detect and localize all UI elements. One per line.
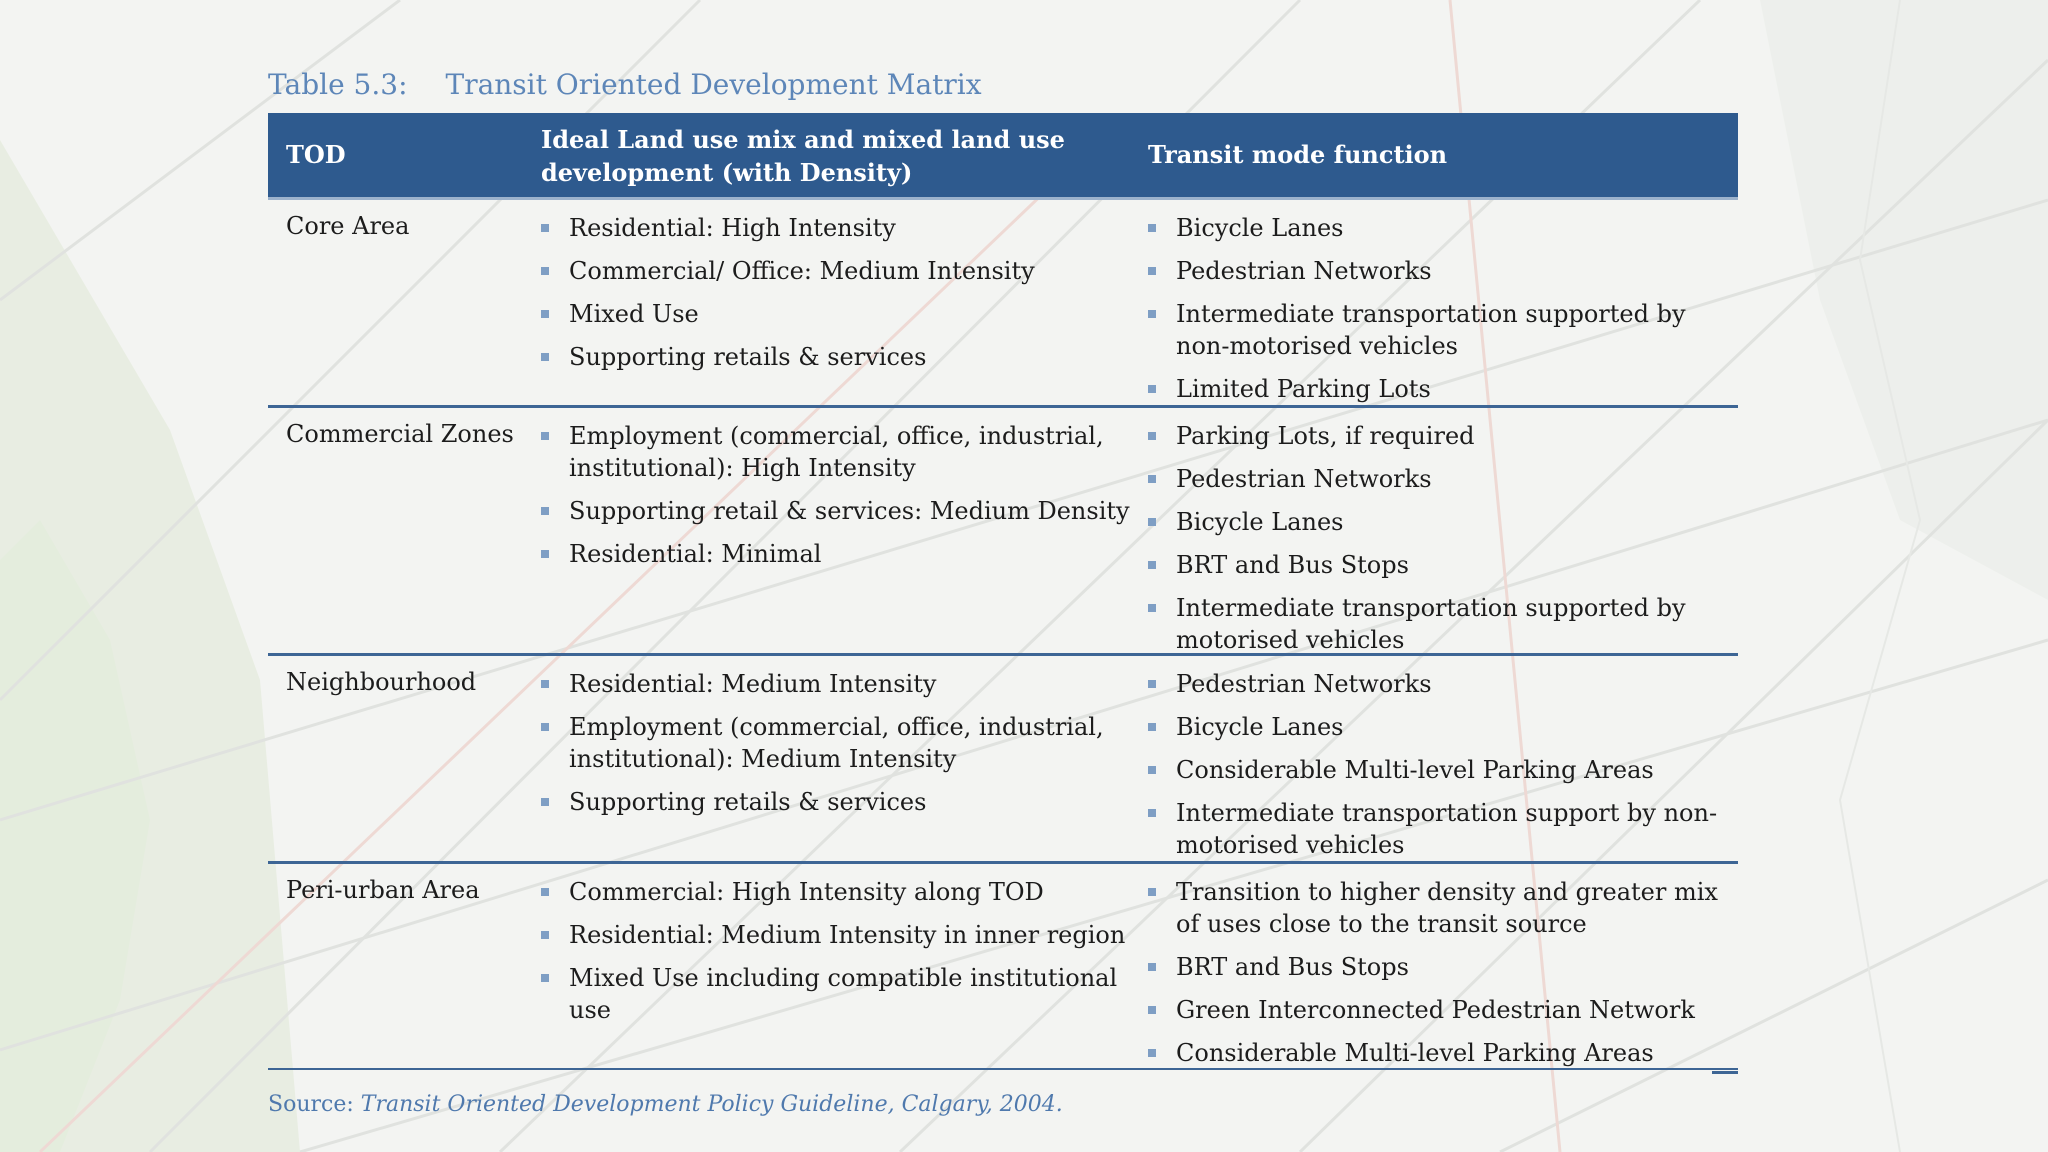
list-item: Limited Parking Lots [1148, 373, 1728, 405]
tod-matrix-table [268, 113, 1738, 1070]
list-item: Residential: Medium Intensity [541, 668, 1131, 700]
table-row [268, 656, 1738, 864]
list-item: Intermediate transportation supported by motorised vehicles [1148, 592, 1728, 656]
square-bullet-icon [1148, 310, 1156, 318]
table-row [268, 408, 1738, 656]
header-tod: TOD [286, 140, 346, 169]
square-bullet-icon [541, 507, 549, 515]
square-bullet-icon [541, 888, 549, 896]
list-item: Employment (commercial, office, industrial, institutional): Medium Intensity [541, 711, 1131, 775]
list-item: Supporting retails & services [541, 786, 1131, 818]
table-end-rule [1712, 1071, 1738, 1074]
square-bullet-icon [541, 310, 549, 318]
square-bullet-icon [1148, 224, 1156, 232]
square-bullet-icon [541, 931, 549, 939]
tod-cell: Core Area [286, 212, 410, 240]
square-bullet-icon [1148, 561, 1156, 569]
square-bullet-icon [1148, 1049, 1156, 1057]
square-bullet-icon [1148, 385, 1156, 393]
source-label: Source: [268, 1092, 354, 1117]
square-bullet-icon [1148, 963, 1156, 971]
square-bullet-icon [1148, 518, 1156, 526]
list-item: Supporting retail & services: Medium Density [541, 495, 1131, 527]
list-item: Pedestrian Networks [1148, 668, 1728, 700]
list-item: Residential: Minimal [541, 538, 1131, 570]
square-bullet-icon [1148, 475, 1156, 483]
source-note [268, 1092, 1063, 1117]
square-bullet-icon [541, 798, 549, 806]
square-bullet-icon [1148, 680, 1156, 688]
list-item: Commercial/ Office: Medium Intensity [541, 255, 1131, 287]
list-item: Supporting retails & services [541, 341, 1131, 373]
list-item: Mixed Use [541, 298, 1131, 330]
square-bullet-icon [1148, 888, 1156, 896]
transit-cell [1148, 420, 1728, 667]
list-item: Green Interconnected Pedestrian Network [1148, 994, 1728, 1026]
table-row [268, 200, 1738, 408]
list-item: Bicycle Lanes [1148, 506, 1728, 538]
land-use-cell [541, 876, 1131, 1037]
square-bullet-icon [541, 224, 549, 232]
list-item: Residential: Medium Intensity in inner region [541, 919, 1131, 951]
square-bullet-icon [541, 432, 549, 440]
list-item: BRT and Bus Stops [1148, 549, 1728, 581]
list-item: Parking Lots, if required [1148, 420, 1728, 452]
list-item: Residential: High Intensity [541, 212, 1131, 244]
square-bullet-icon [541, 267, 549, 275]
list-item: Intermediate transportation supported by non-motorised vehicles [1148, 298, 1728, 362]
tod-cell: Commercial Zones [286, 420, 514, 448]
square-bullet-icon [1148, 1006, 1156, 1014]
list-item: Pedestrian Networks [1148, 463, 1728, 495]
list-item: Transition to higher density and greater mix of uses close to the transit source [1148, 876, 1728, 940]
list-item: Considerable Multi-level Parking Areas [1148, 1037, 1728, 1069]
square-bullet-icon [541, 680, 549, 688]
list-item: Commercial: High Intensity along TOD [541, 876, 1131, 908]
transit-cell [1148, 876, 1728, 1080]
table-header [268, 113, 1738, 200]
list-item: Bicycle Lanes [1148, 711, 1728, 743]
list-item: Considerable Multi-level Parking Areas [1148, 754, 1728, 786]
list-item: Intermediate transportation support by non-motorised vehicles [1148, 797, 1728, 861]
transit-cell [1148, 668, 1728, 872]
square-bullet-icon [541, 550, 549, 558]
square-bullet-icon [541, 723, 549, 731]
list-item: Pedestrian Networks [1148, 255, 1728, 287]
header-land-use: Ideal Land use mix and mixed land use development (with Density) [541, 125, 1065, 187]
list-item: Mixed Use including compatible institutional use [541, 962, 1131, 1026]
square-bullet-icon [1148, 809, 1156, 817]
list-item: Employment (commercial, office, industrial, institutional): High Intensity [541, 420, 1131, 484]
square-bullet-icon [1148, 604, 1156, 612]
square-bullet-icon [1148, 432, 1156, 440]
land-use-cell [541, 668, 1131, 829]
table-row [268, 864, 1738, 1070]
header-transit: Transit mode function [1148, 140, 1448, 169]
transit-cell [1148, 212, 1728, 416]
source-citation: Transit Oriented Development Policy Guideline, Calgary, 2004. [360, 1092, 1063, 1117]
list-item: Bicycle Lanes [1148, 212, 1728, 244]
tod-cell: Peri-urban Area [286, 876, 480, 904]
land-use-cell [541, 212, 1131, 384]
table-caption [268, 68, 982, 101]
square-bullet-icon [1148, 723, 1156, 731]
square-bullet-icon [1148, 766, 1156, 774]
list-item: BRT and Bus Stops [1148, 951, 1728, 983]
tod-cell: Neighbourhood [286, 668, 477, 696]
square-bullet-icon [1148, 267, 1156, 275]
square-bullet-icon [541, 353, 549, 361]
table-title: Transit Oriented Development Matrix [445, 68, 982, 101]
table-number: Table 5.3: [268, 68, 408, 101]
square-bullet-icon [541, 974, 549, 982]
land-use-cell [541, 420, 1131, 581]
